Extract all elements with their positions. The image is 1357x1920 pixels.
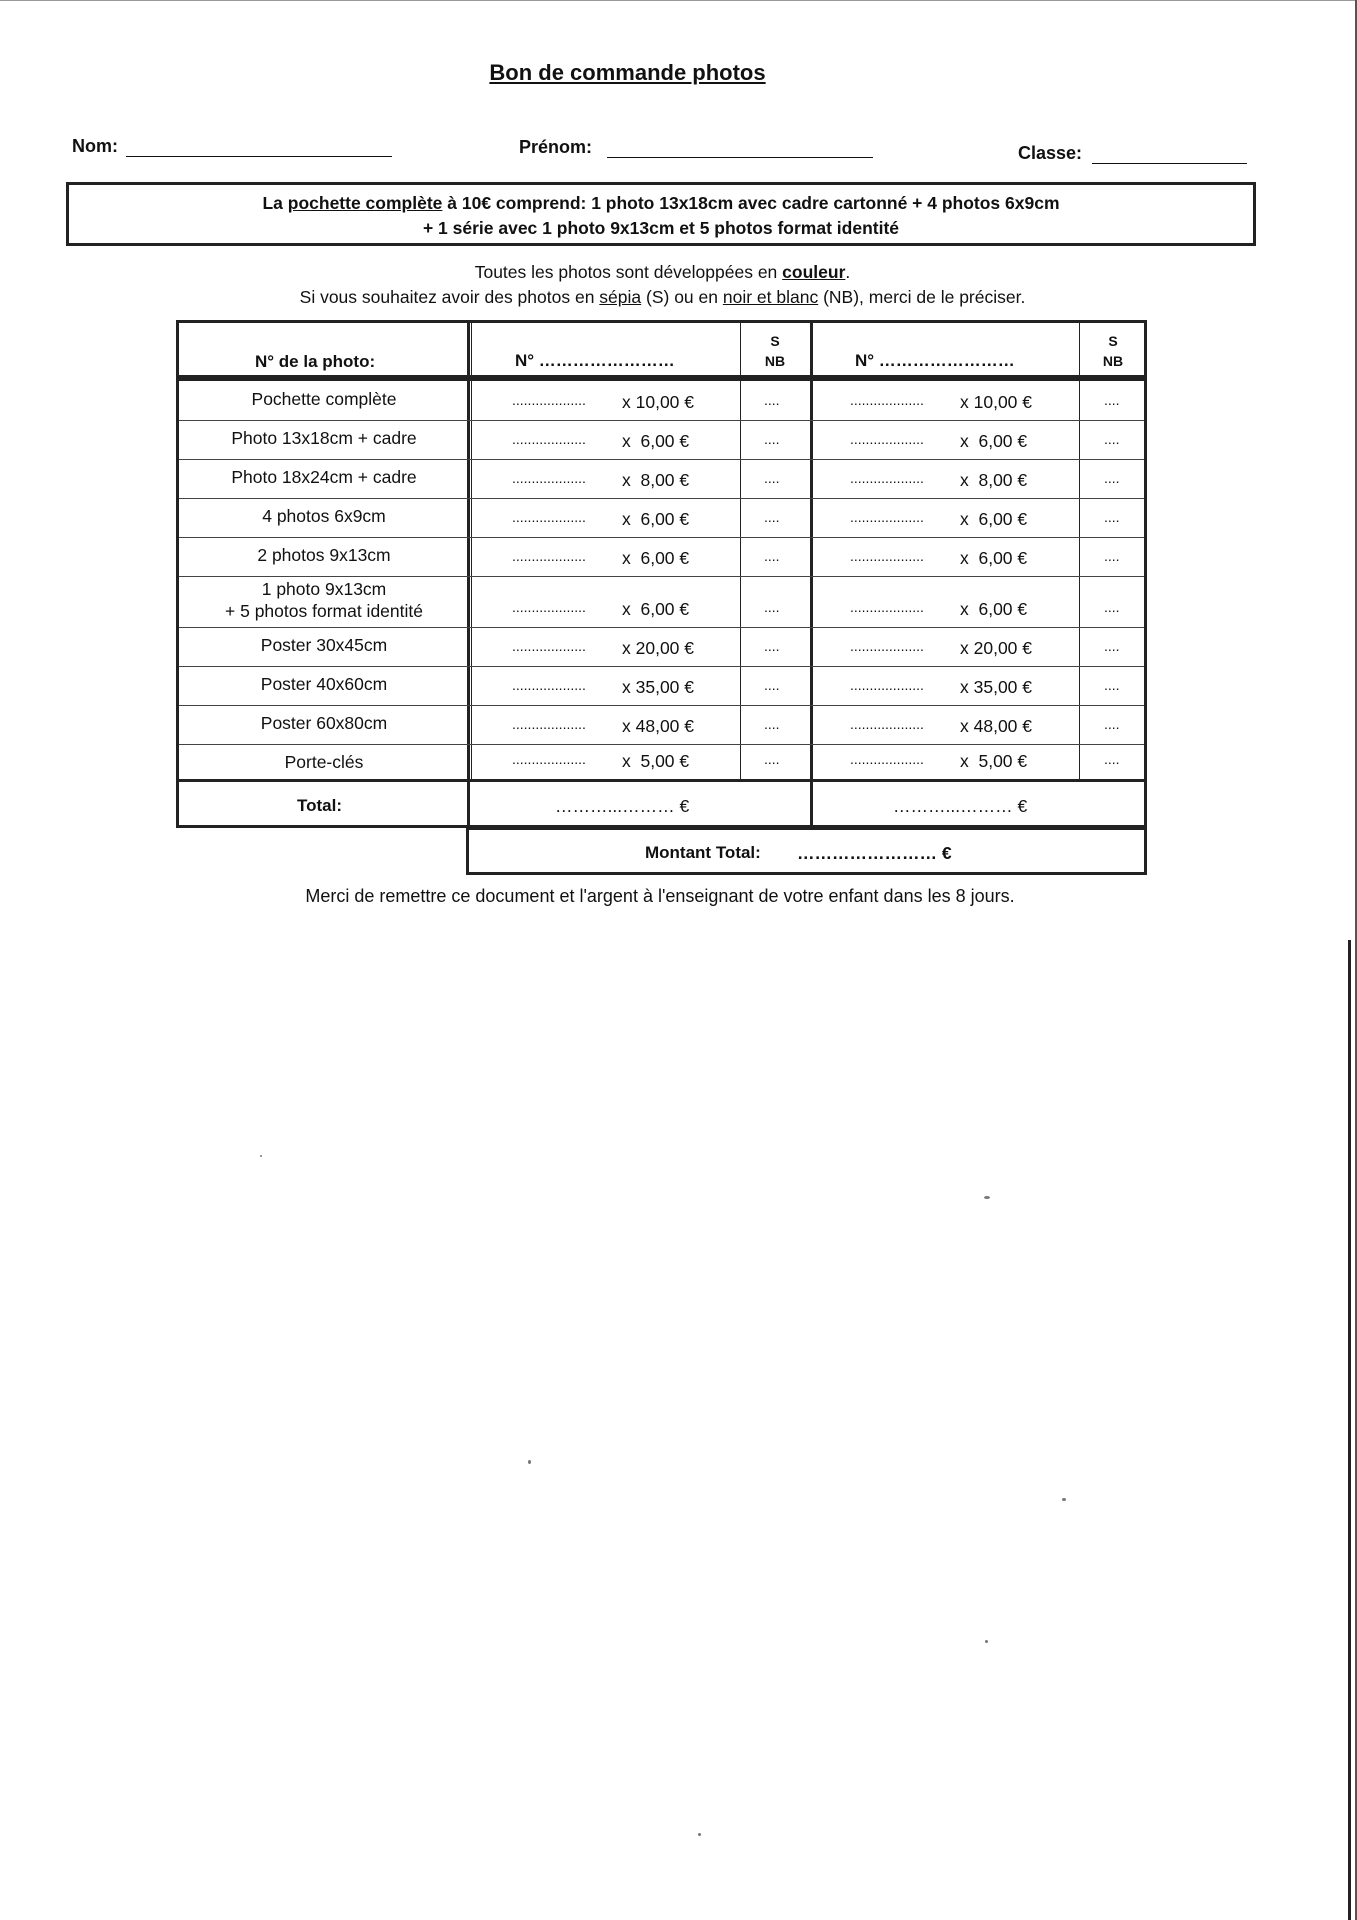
snb-dots-2[interactable]: ....: [1104, 677, 1120, 693]
row-label: [179, 751, 469, 773]
qty-dots-2[interactable]: ...................: [850, 638, 924, 654]
s-label: S: [770, 333, 780, 349]
snb-dots-1[interactable]: ....: [764, 638, 780, 654]
info-line-1: [69, 191, 1253, 216]
table-row: [179, 744, 1144, 779]
note1-prefix: Toutes les photos sont développées en: [474, 262, 783, 282]
unit-price-1: x 6,00 €: [622, 509, 690, 529]
montant-label: Montant Total:: [645, 843, 761, 862]
qty-dots-2[interactable]: ...................: [850, 431, 924, 447]
row-label: [179, 544, 469, 566]
row-divider: [179, 420, 1144, 421]
row-divider: [179, 627, 1144, 628]
snb-dots-1[interactable]: ....: [764, 599, 780, 615]
snb-dots-1[interactable]: ....: [764, 509, 780, 525]
snb-dots-1[interactable]: ....: [764, 470, 780, 486]
info-suffix: à 10€ comprend: 1 photo 13x18cm avec cadre cartonné + 4 photos 6x9cm: [442, 193, 1060, 213]
qty-dots-1[interactable]: ...................: [512, 470, 586, 486]
snb-dots-2[interactable]: ....: [1104, 548, 1120, 564]
table-row: [179, 627, 1144, 666]
montant-value[interactable]: …………………… €: [797, 843, 952, 863]
table-row: [179, 498, 1144, 537]
unit-price-1: x 6,00 €: [622, 431, 690, 451]
unit-price-1: x 5,00 €: [622, 751, 690, 771]
divider: [810, 323, 813, 375]
row-label-line1: Photo 13x18cm + cadre: [231, 428, 417, 448]
row-divider: [179, 744, 1144, 745]
header-s-nb-2: [1083, 331, 1143, 371]
scan-top-edge: [0, 0, 1357, 1]
nom-label: Nom:: [72, 136, 118, 156]
snb-dots-1[interactable]: ....: [764, 751, 780, 767]
qty-dots-2[interactable]: ...................: [850, 509, 924, 525]
row-divider: [179, 459, 1144, 460]
note2-c: (NB), merci de le préciser.: [818, 287, 1026, 307]
qty-dots-2[interactable]: ...................: [850, 716, 924, 732]
qty-dots-1[interactable]: ...................: [512, 677, 586, 693]
row-label-line1: 1 photo 9x13cm: [261, 579, 387, 599]
snb-dots-2[interactable]: ....: [1104, 716, 1120, 732]
row-divider: [179, 537, 1144, 538]
scan-speck: [985, 1640, 988, 1643]
unit-price-1: x 6,00 €: [622, 548, 690, 568]
row-label: [179, 388, 469, 410]
prenom-field: [519, 137, 873, 158]
page-title: Bon de commande photos: [489, 60, 766, 85]
snb-dots-1[interactable]: ....: [764, 716, 780, 732]
color-note: [0, 262, 1325, 283]
unit-price-2: x 10,00 €: [960, 392, 1032, 412]
table-row: [179, 705, 1144, 744]
snb-dots-2[interactable]: ....: [1104, 599, 1120, 615]
row-divider: [179, 705, 1144, 706]
snb-dots-1[interactable]: ....: [764, 431, 780, 447]
row-label: [179, 712, 469, 734]
row-divider: [179, 666, 1144, 667]
divider: [1079, 323, 1080, 375]
row-label-line1: Pochette complète: [251, 389, 397, 409]
divider: [810, 782, 813, 825]
qty-dots-2[interactable]: ...................: [850, 470, 924, 486]
header-no-2: N° ……………………: [855, 351, 1015, 370]
row-label-line1: Photo 18x24cm + cadre: [231, 467, 417, 487]
row-divider: [179, 576, 1144, 577]
unit-price-2: x 8,00 €: [960, 470, 1028, 490]
prenom-line[interactable]: [607, 139, 873, 158]
snb-dots-2[interactable]: ....: [1104, 638, 1120, 654]
row-label: [179, 427, 469, 449]
table-row: [179, 420, 1144, 459]
header-no-1: N° ……………………: [515, 351, 675, 370]
snb-dots-2[interactable]: ....: [1104, 470, 1120, 486]
divider: [740, 323, 741, 375]
unit-price-2: x 35,00 €: [960, 677, 1032, 697]
row-label: [179, 673, 469, 695]
prenom-label: Prénom:: [519, 137, 593, 157]
nom-line[interactable]: [126, 138, 392, 157]
unit-price-2: x 6,00 €: [960, 599, 1028, 619]
qty-dots-2[interactable]: ...................: [850, 392, 924, 408]
unit-price-2: x 6,00 €: [960, 548, 1028, 568]
row-label-line2: + 5 photos format identité: [225, 601, 423, 621]
snb-dots-1[interactable]: ....: [764, 392, 780, 408]
qty-dots-1[interactable]: ...................: [512, 751, 586, 767]
snb-dots-2[interactable]: ....: [1104, 751, 1120, 767]
note2-sepia: sépia: [599, 287, 642, 307]
header-s-nb-1: [745, 331, 805, 371]
unit-price-2: x 5,00 €: [960, 751, 1028, 771]
qty-dots-1[interactable]: ...................: [512, 548, 586, 564]
pochette-info-box: [66, 182, 1256, 246]
header-photo-number: N° de la photo:: [255, 352, 376, 371]
info-prefix: La: [262, 193, 288, 213]
snb-dots-1[interactable]: ....: [764, 677, 780, 693]
total-value-1[interactable]: ………...……… €: [555, 796, 690, 816]
classe-field: [1018, 143, 1247, 164]
unit-price-1: x 20,00 €: [622, 638, 694, 658]
note2-b: (S) ou en: [641, 287, 723, 307]
divider: [471, 323, 472, 375]
note1-suffix: .: [845, 262, 851, 282]
snb-dots-2[interactable]: ....: [1104, 392, 1120, 408]
scan-speck: [984, 1196, 990, 1199]
qty-dots-2[interactable]: ...................: [850, 751, 924, 767]
table-row: [179, 459, 1144, 498]
qty-dots-2[interactable]: ...................: [850, 548, 924, 564]
qty-dots-1[interactable]: ...................: [512, 638, 586, 654]
row-label-line1: Poster 30x45cm: [260, 635, 388, 655]
note2-nb: noir et blanc: [722, 287, 819, 307]
nb-label: NB: [1102, 353, 1124, 369]
classe-label: Classe:: [1018, 143, 1083, 163]
qty-dots-2[interactable]: ...................: [850, 677, 924, 693]
unit-price-1: x 8,00 €: [622, 470, 690, 490]
price-table: [176, 378, 1147, 782]
scan-speck: [528, 1460, 531, 1464]
divider: [467, 782, 470, 825]
row-label: [179, 578, 469, 622]
unit-price-1: x 6,00 €: [622, 599, 690, 619]
s-label: S: [1108, 333, 1118, 349]
row-label-line1: Poster 40x60cm: [260, 674, 388, 694]
sepia-note: [0, 287, 1325, 308]
snb-dots-1[interactable]: ....: [764, 548, 780, 564]
montant-total-box: [466, 827, 1147, 875]
unit-price-1: x 10,00 €: [622, 392, 694, 412]
scan-right-shadow: [1348, 940, 1351, 1920]
row-label-line1: Porte-clés: [284, 752, 364, 772]
row-label-line1: Poster 60x80cm: [260, 713, 388, 733]
qty-dots-1[interactable]: ...................: [512, 431, 586, 447]
total-value-2[interactable]: ………...……… €: [893, 796, 1028, 816]
row-label-line1: 2 photos 9x13cm: [257, 545, 391, 565]
classe-line[interactable]: [1092, 145, 1247, 164]
row-label: [179, 505, 469, 527]
table-row: [179, 381, 1144, 420]
qty-dots-1[interactable]: ...................: [512, 716, 586, 732]
qty-dots-1[interactable]: ...................: [512, 509, 586, 525]
info-underlined: pochette complète: [287, 193, 443, 213]
unit-price-1: x 35,00 €: [622, 677, 694, 697]
nom-field: [72, 136, 392, 157]
qty-dots-2[interactable]: ...................: [850, 599, 924, 615]
note2-a: Si vous souhaitez avoir des photos en: [299, 287, 600, 307]
qty-dots-1[interactable]: ...................: [512, 599, 586, 615]
row-divider: [179, 498, 1144, 499]
unit-price-2: x 6,00 €: [960, 509, 1028, 529]
table-row: [179, 666, 1144, 705]
scan-speck: [260, 1155, 262, 1157]
scan-speck: [1062, 1498, 1066, 1501]
row-label: [179, 634, 469, 656]
total-row: [176, 782, 1147, 828]
row-label-line1: 4 photos 6x9cm: [262, 506, 386, 526]
table-header: [176, 320, 1147, 378]
qty-dots-1[interactable]: ...................: [512, 392, 586, 408]
divider: [467, 323, 470, 375]
unit-price-2: x 48,00 €: [960, 716, 1032, 736]
unit-price-2: x 20,00 €: [960, 638, 1032, 658]
snb-dots-2[interactable]: ....: [1104, 431, 1120, 447]
nb-label: NB: [764, 353, 786, 369]
snb-dots-2[interactable]: ....: [1104, 509, 1120, 525]
total-label: Total:: [297, 796, 343, 815]
table-row: [179, 537, 1144, 576]
row-label: [179, 466, 469, 488]
unit-price-2: x 6,00 €: [960, 431, 1028, 451]
note1-couleur: couleur: [782, 262, 846, 282]
info-line-2: + 1 série avec 1 photo 9x13cm et 5 photos format identité: [422, 218, 900, 238]
table-row: [179, 576, 1144, 627]
footer-instruction: Merci de remettre ce document et l'argent à l'enseignant de votre enfant dans les 8 jours.: [305, 886, 1015, 906]
scan-speck: [698, 1833, 701, 1836]
unit-price-1: x 48,00 €: [622, 716, 694, 736]
